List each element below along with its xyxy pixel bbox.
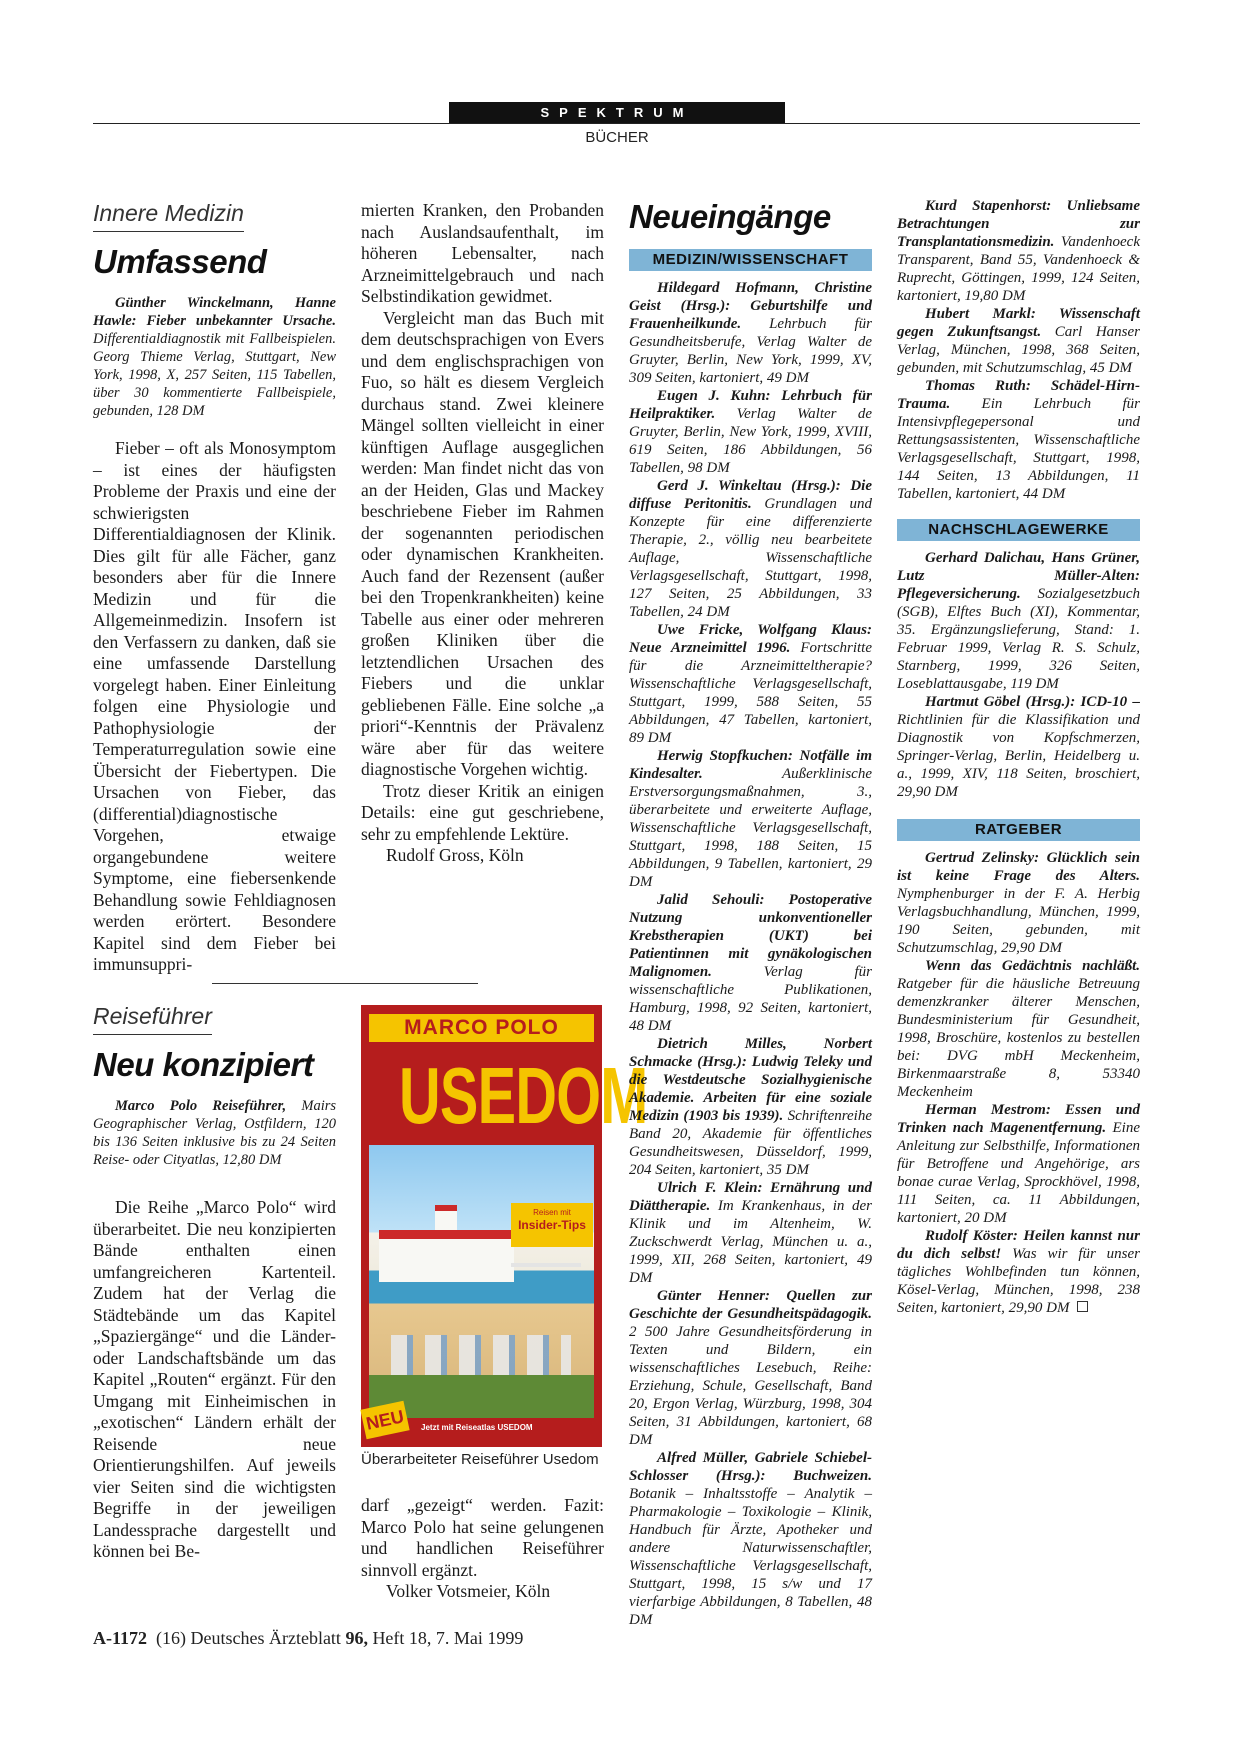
article-fieber-continued <box>361 200 604 867</box>
article-reisefuehrer <box>93 1003 336 1563</box>
entry-details: Richtlinien für die Klassifikation und Diagnostik von Kopfschmerzen, Springer-Verlag, Berlin, Heidelberg u. a., 1999, XIV, 118 Seiten, broschiert, 29,90 DM <box>897 712 1140 800</box>
entry-title: Herman Mestrom: Essen und Trinken nach Magenentfernung. <box>897 1102 1140 1136</box>
entry-title: Wenn das Gedächtnis nachläßt. <box>925 958 1140 974</box>
list-item <box>629 747 872 891</box>
list-item <box>897 1101 1140 1227</box>
bib-details: Differentialdiagnostik mit Fallbeispielen. Georg Thieme Verlag, Stuttgart, New York, 1998, X, 257 Seiten, 115 Tabellen, über 30 kommentierte Fallbeispiele, gebunden, 128 DM <box>93 331 336 419</box>
entry-title: Gerhard Dalichau, Hans Grüner, Lutz Müller-Alten: Pflegeversicherung. <box>897 550 1140 602</box>
entry-details: Ratgeber für die häusliche Betreuung demenzkranker älterer Menschen, Bundesministerium für Gesundheit, 1998, Broschüre, kostenlos zu bestellen bei: DVG mbH Meckenheim, Birkenmaarstraße 8, 53340 Meckenheim <box>897 976 1140 1100</box>
article-paragraph: darf „gezeigt“ werden. Fazit: Marco Polo hat seine gelungenen und handlichen Reiseführer sinnvoll ergänzt. <box>361 1495 604 1580</box>
list-item <box>629 1449 872 1629</box>
article-paragraph: Fieber – oft als Monosymptom – ist eines der häufigsten Probleme der Praxis und eine der schwierigsten Differentialdiagnosen der Klinik. Dies gilt für alle Fächer, ganz besonders aber für die Innere Medizin und für die Allgemeinmedizin. Insofern ist den Verfassern zu danken, daß sie eine umfassende Darstellung vorgelegt haben. Einer Einleitung folgen eine Physiologie und Pathophysiologie der Temperaturregulation sowie eine Übersicht der Fiebertypen. Die Ursachen von Fieber, das (differential)diagnostische Vorgehen, etwaige organgebundene weitere Symptome, eine fiebersenkende Behandlung sowie Fehldiagnosen werden erörtert. Besondere Kapitel sind dem Fieber bei immunsuppri- <box>93 438 336 974</box>
list-item <box>629 621 872 747</box>
author-signature: Rudolf Gross, Köln <box>386 845 524 865</box>
bibliography <box>93 1097 336 1169</box>
article-paragraph: mierten Kranken, den Probanden nach Auslandsaufenthalt, im höheren Lebensalter, nach Arzneimittelgebrauch und nach Selbstindikation gewidmet. <box>361 200 604 306</box>
entry-list <box>629 279 872 1629</box>
section-bar-nachschlagewerke: NACHSCHLAGEWERKE <box>897 519 1140 541</box>
header-rule <box>93 123 1140 124</box>
entry-details: Schriftenreihe Band 20, Akademie für öffentliches Gesundheitswesen, Düsseldorf, 1999, 204 Seiten, kartoniert, 35 DM <box>629 1108 872 1178</box>
entry-details: Lehrbuch für Gesundheitsberufe, Verlag Walter de Gruyter, Berlin, New York, 1999, XV, 309 Seiten, kartoniert, 49 DM <box>629 316 872 386</box>
entry-details: Außerklinische Erstversorgungsmaßnahmen, 3., überarbeitete und erweiterte Auflage, Wissenschaftliche Verlagsgesellschaft, Stuttgart, 1998, 188 Seiten, 15 Abbildungen, 9 Tabellen, kartoniert, 29 DM <box>629 766 872 890</box>
entry-title: Ulrich F. Klein: Ernährung und Diättherapie. <box>629 1180 872 1214</box>
article-paragraph: Die Reihe „Marco Polo“ wird überarbeitet. Die neu konzipierten Bände enthalten einen umfangreicheren Kartenteil. Zudem hat der Verlag die Städtebände um das Kapitel „Spaziergänge“ und die Länder- oder Landschaftsbände um das Kapitel „Routen“ ergänzt. Für den Umgang mit Einheimischen in „exotischen“ Ländern erhält der Reisende neue Orientierungshilfen. Auf jeweils vier Seiten sind die wichtigsten Begriffe in der jeweiligen Landessprache dargestellt und können bei Be- <box>93 1197 336 1561</box>
list-item <box>897 849 1140 957</box>
bib-title: Günther Winckelmann, Hanne Hawle: Fieber unbekannter Ursache. <box>93 295 336 329</box>
list-item <box>629 387 872 477</box>
entry-title: Alfred Müller, Gabriele Schiebel-Schlosser (Hrsg.): Buchweizen. <box>629 1450 872 1484</box>
entry-details: Carl Hanser Verlag, München, 1998, 368 Seiten, gebunden, mit Schutzumschlag, 45 DM <box>897 324 1140 376</box>
cover-pier <box>511 1263 581 1267</box>
entry-details: Was wir für unser tägliches Wohlbefinden tun können, Kösel-Verlag, München, 1998, 238 Seiten, kartoniert, 29,90 DM <box>897 1246 1141 1316</box>
list-item <box>629 477 872 621</box>
list-item <box>897 693 1140 801</box>
end-mark-icon <box>1077 1301 1088 1312</box>
page-number: A-1172 <box>93 1628 147 1648</box>
entry-title: Kurd Stapenhorst: Unliebsame Betrachtungen zur Transplantationsmedizin. <box>897 198 1140 250</box>
issue-prefix: (16) Deutsches Ärzteblatt <box>156 1628 341 1648</box>
entry-details: 2 500 Jahre Gesundheitsförderung in Texten und Bildern, ein wissenschaftliches Lesebuch, Reihe: Erziehung, Schule, Gesellschaft, Band 20, Ergon Verlag, Würzburg, 1998, 304 Seiten, 31 Abbildungen, kartoniert, 68 DM <box>629 1324 872 1448</box>
list-item <box>629 1035 872 1179</box>
entry-details: Nymphenburger in der F. A. Herbig Verlagsbuchhandlung, München, 1999, 190 Seiten, gebunden, mit Schutzumschlag, 29,90 DM <box>897 886 1140 956</box>
entry-list <box>897 549 1140 801</box>
article-paragraph: Trotz dieser Kritik an einigen Details: eine gut geschriebene, sehr zu empfehlende Lektüre. <box>361 780 604 844</box>
article-paragraph: Vergleicht man das Buch mit dem deutschsprachigen von Evers und dem englischsprachigen von Fuo, so hält es diesem Vergleich durchaus stand. Zwei kleinere Mängel sollten vielleicht in einer künftigen Auflage ausgeglichen werden: Man findet nicht das von an der Heiden, Glas und Mackey beschriebene Fieber im Rahmen der sogenannten periodischen oder dynamischen Krankheiten. Auch fand der Rezensent (außer bei den Tropenkrankheiten) keine Tabelle aus einer oder mehreren großen Kliniken über die letztendlichen Ursachen des Fiebers und die unklar gebliebenen Fälle. Eine solche „a priori“-Kenntnis der Prävalenz wäre aber für das weitere diagnostische Vorgehen wichtig. <box>361 307 604 779</box>
list-item <box>629 1287 872 1449</box>
section-header-bar: SPEKTRUM <box>449 102 785 123</box>
bib-title: Marco Polo Reiseführer, <box>115 1098 287 1114</box>
bib-details: Mairs Geographischer Verlag, Ostfildern, 120 bis 136 Seiten inklusive bis zu 24 Seiten Reise- oder Cityatlas, 12,80 DM <box>93 1098 337 1168</box>
cover-footer-text: Jetzt mit Reiseatlas USEDOM <box>421 1423 533 1432</box>
list-item <box>897 197 1140 305</box>
cover-title: USEDOM <box>399 1051 648 1140</box>
article-divider <box>212 983 478 984</box>
list-item <box>897 377 1140 503</box>
entry-details: Verlag Walter de Gruyter, Berlin, New York, 1999, XVIII, 619 Seiten, 186 Abbildungen, 56 Tabellen, 98 DM <box>629 406 872 476</box>
article-reisefuehrer-continued <box>361 1495 604 1603</box>
entry-title: Jalid Sehouli: Postoperative Nutzung unkonventioneller Krebstherapien (UKT) bei Patientinnen mit gynäkologischen Malignomen. <box>629 892 872 980</box>
entry-title: Gertrud Zelinsky: Glücklich sein ist keine Frage des Alters. <box>897 850 1140 884</box>
entry-title: Hubert Markl: Wissenschaft gegen Zukunftsangst. <box>897 306 1140 340</box>
book-cover-image <box>361 1005 648 1447</box>
list-item <box>629 891 872 1035</box>
list-item <box>897 305 1140 377</box>
entry-details: Botanik – Inhaltsstoffe – Analytik – Pharmakologie – Toxikologie – Klinik, Handbuch für Ärzte, Apotheker und andere Naturwissenschaftler, Wissenschaftliche Verlagsgesellschaft, Stuttgart, 1998, 15 s/w und 17 vierfarbige Abbildungen, 8 Tabellen, 48 DM <box>629 1486 872 1628</box>
entry-title: Dietrich Milles, Norbert Schmacke (Hrsg.): Ludwig Teleky und die Westdeutsche Sozialhygienische Akademie. Arbeiten für eine soziale Medizin (1903 bis 1939). <box>629 1036 872 1124</box>
entry-title: Eugen J. Kuhn: Lehrbuch für Heilpraktiker. <box>629 388 872 422</box>
neueingaenge-column-1 <box>629 197 872 1629</box>
entry-details: Sozialgesetzbuch (SGB), Elftes Buch (XI), Kommentar, 35. Ergänzungslieferung, Stand: 1. Februar 1999, Verlag R. S. Schulz, Starnberg, 1999, 326 Seiten, Loseblattausgabe, 119 DM <box>897 586 1140 692</box>
image-caption: Überarbeiteter Reiseführer Usedom <box>361 1451 599 1468</box>
rubric: Reiseführer <box>93 1003 212 1035</box>
issue-suffix: Heft 18, 7. Mai 1999 <box>372 1628 524 1648</box>
neueingaenge-title: Neueingänge <box>629 198 831 235</box>
cover-insider-badge <box>511 1203 593 1247</box>
cover-neu-badge: NEU <box>360 1401 409 1439</box>
bibliography <box>93 294 336 420</box>
insider-big: Insider-Tips <box>518 1218 586 1232</box>
cover-brand: MARCO POLO <box>369 1014 594 1042</box>
article-headline: Umfassend <box>93 243 267 280</box>
list-item <box>897 957 1140 1101</box>
entry-details: Im Krankenhaus, in der Klinik und im Altenheim, W. Zuckschwerdt Verlag, München u. a., 1999, XII, 268 Seiten, kartoniert, 49 DM <box>629 1198 872 1286</box>
entry-title: Uwe Fricke, Wolfgang Klaus: Neue Arzneimittel 1996. <box>629 622 872 656</box>
article-headline: Neu konzipiert <box>93 1046 314 1083</box>
rubric: Innere Medizin <box>93 200 244 232</box>
page-footer <box>93 1628 523 1649</box>
insider-small: Reisen mit <box>533 1208 571 1217</box>
cover-pier-building <box>379 1230 514 1282</box>
entry-title: Thomas Ruth: Schädel-Hirn-Trauma. <box>897 378 1140 412</box>
section-bar-medizin: MEDIZIN/WISSENSCHAFT <box>629 249 872 271</box>
list-item <box>629 279 872 387</box>
entry-details: Eine Anleitung zur Selbsthilfe, Informationen für Betroffene und Angehörige, ars bonae curae Verlag, Sprockhövel, 1998, 111 Seiten, ca. 11 Abbildungen, kartoniert, 20 DM <box>897 1120 1140 1226</box>
entry-title: Günter Henner: Quellen zur Geschichte der Gesundheitspädagogik. <box>629 1288 872 1322</box>
article-fieber <box>93 200 336 976</box>
list-item <box>629 1179 872 1287</box>
list-item <box>897 1227 1140 1317</box>
list-item <box>897 549 1140 693</box>
entry-details: Vandenhoeck Transparent, Band 55, Vandenhoeck & Ruprecht, Göttingen, 1999, 124 Seiten, kartoniert, 19,80 DM <box>897 234 1140 304</box>
volume: 96, <box>345 1628 368 1648</box>
entry-title: Hartmut Göbel (Hrsg.): ICD-10 – <box>925 694 1140 710</box>
entry-details: Verlag für wissenschaftliche Publikationen, Hamburg, 1998, 92 Seiten, kartoniert, 48 DM <box>629 964 873 1034</box>
entry-details: Grundlagen und Konzepte für eine differenzierte Therapie, 2., völlig neu bearbeitete Auflage, Wissenschaftliche Verlagsgesellschaft, Stuttgart, 1998, 127 Seiten, 25 Abbildungen, 33 Tabellen, 24 DM <box>629 496 873 620</box>
section-bar-ratgeber: RATGEBER <box>897 819 1140 841</box>
entry-details: Fortschritte für die Arzneimitteltherapie? Wissenschaftliche Verlagsgesellschaft, Stuttgart, 1999, 588 Seiten, 55 Abbildungen, 47 Tabellen, kartoniert, 89 DM <box>629 640 872 746</box>
entry-title: Hildegard Hofmann, Christine Geist (Hrsg.): Geburtshilfe und Frauenheilkunde. <box>629 280 872 332</box>
neueingaenge-column-2 <box>897 197 1140 1317</box>
entry-title: Herwig Stopfkuchen: Notfälle im Kindesalter. <box>629 748 872 782</box>
entry-list <box>897 197 1140 503</box>
entry-title: Gerd J. Winkeltau (Hrsg.): Die diffuse Peritonitis. <box>629 478 872 512</box>
subsection-label: BÜCHER <box>585 129 649 146</box>
entry-list <box>897 849 1140 1317</box>
author-signature: Volker Votsmeier, Köln <box>386 1581 551 1601</box>
entry-details: Ein Lehrbuch für Intensivpflegepersonal und Rettungsassistenten, Wissenschaftliche Verlagsgesellschaft, Stuttgart, 1998, 144 Seiten, 13 Abbildungen, 11 Tabellen, kartoniert, 44 DM <box>897 396 1140 502</box>
entry-title: Rudolf Köster: Heilen kannst nur du dich selbst! <box>897 1228 1140 1262</box>
